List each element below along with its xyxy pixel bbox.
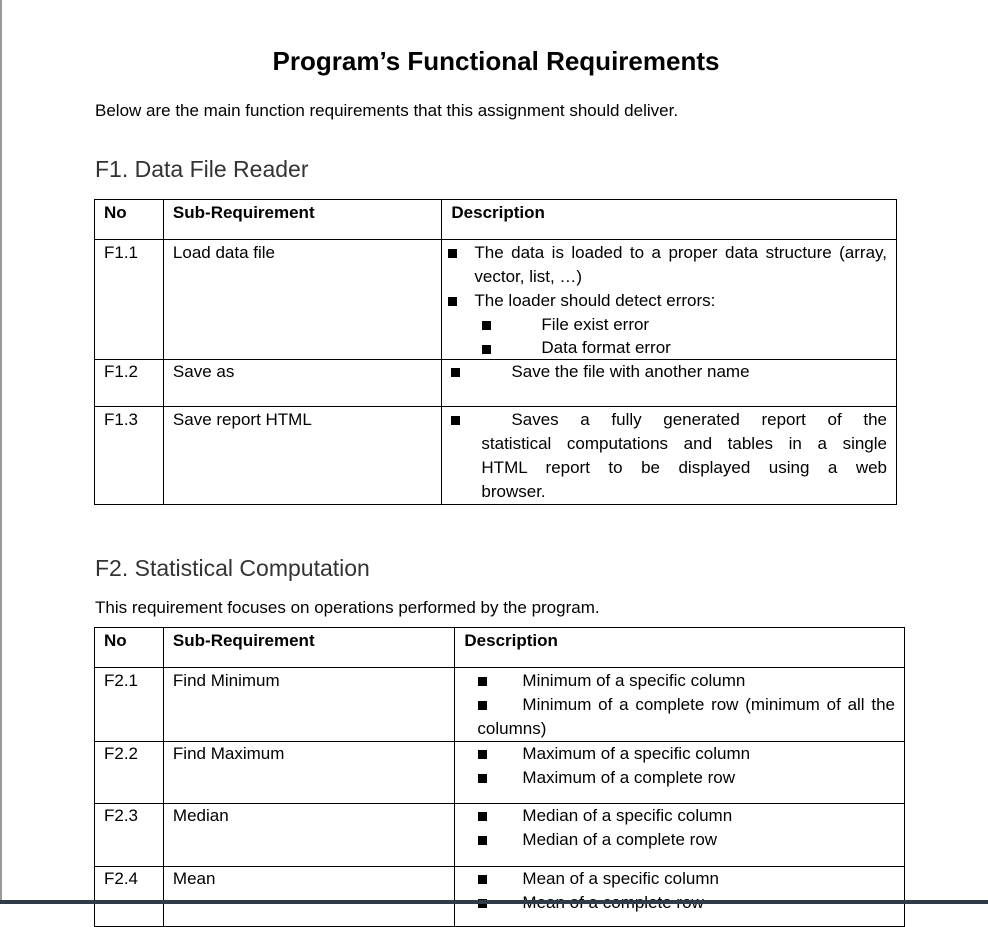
row-sub-requirement: Mean bbox=[163, 867, 454, 927]
list-item bbox=[477, 669, 895, 693]
row-description bbox=[455, 867, 905, 927]
table-row bbox=[95, 804, 905, 867]
row-sub-requirement: Find Maximum bbox=[163, 742, 454, 804]
square-bullet-icon bbox=[478, 701, 487, 710]
square-bullet-icon bbox=[448, 249, 457, 258]
row-sub-requirement: Median bbox=[163, 804, 454, 867]
table-header-row bbox=[95, 200, 897, 240]
f2-requirements-table bbox=[94, 627, 905, 927]
table-row bbox=[95, 407, 897, 505]
sub-list-item bbox=[442, 313, 887, 337]
table-header-row bbox=[95, 628, 905, 668]
section-heading-f2: F2. Statistical Computation bbox=[95, 555, 370, 581]
table-row bbox=[95, 742, 905, 804]
row-description bbox=[455, 804, 905, 867]
row-sub-requirement: Save report HTML bbox=[163, 407, 441, 505]
bullet-text: Data format error bbox=[541, 338, 671, 357]
square-bullet-icon bbox=[482, 345, 491, 354]
table-row bbox=[95, 867, 905, 927]
row-no: F2.2 bbox=[95, 742, 164, 804]
row-description bbox=[442, 360, 897, 407]
square-bullet-icon bbox=[478, 677, 487, 686]
row-sub-requirement: Load data file bbox=[163, 240, 441, 360]
list-item bbox=[477, 766, 895, 790]
square-bullet-icon bbox=[478, 836, 487, 845]
row-description bbox=[442, 407, 897, 505]
header-description: Description bbox=[442, 200, 897, 240]
bullet-text: File exist error bbox=[541, 315, 650, 334]
bullet-text: Maximum of a specific column bbox=[522, 744, 751, 763]
list-item bbox=[442, 360, 887, 384]
list-item bbox=[442, 241, 887, 289]
square-bullet-icon bbox=[451, 368, 460, 377]
section-intro-f2: This requirement focuses on operations performed by the program. bbox=[95, 598, 600, 617]
row-no: F1.3 bbox=[95, 407, 164, 505]
bullet-text: Saves a fully generated report of the statistical computations and tables in a single HTML report to be displayed using a web browser. bbox=[481, 410, 887, 501]
f1-requirements-table bbox=[94, 199, 897, 505]
header-sub-requirement: Sub-Requirement bbox=[163, 200, 441, 240]
list-item bbox=[442, 289, 887, 313]
bullet-text: Save the file with another name bbox=[511, 362, 750, 381]
window-left-border bbox=[0, 0, 2, 904]
row-no: F1.1 bbox=[95, 240, 164, 360]
square-bullet-icon bbox=[448, 297, 457, 306]
header-description: Description bbox=[455, 628, 905, 668]
list-item bbox=[477, 828, 895, 852]
row-sub-requirement: Save as bbox=[163, 360, 441, 407]
list-item bbox=[477, 693, 895, 741]
table-row bbox=[95, 668, 905, 742]
bullet-text: Maximum of a complete row bbox=[522, 768, 735, 787]
header-no: No bbox=[95, 628, 164, 668]
square-bullet-icon bbox=[482, 321, 491, 330]
bullet-text: The data is loaded to a proper data structure (array, vector, list, …) bbox=[474, 243, 887, 286]
square-bullet-icon bbox=[478, 875, 487, 884]
row-sub-requirement: Find Minimum bbox=[163, 668, 454, 742]
bullet-text: Minimum of a specific column bbox=[522, 671, 746, 690]
section-heading-f1: F1. Data File Reader bbox=[95, 156, 309, 182]
square-bullet-icon bbox=[478, 812, 487, 821]
sub-list-item bbox=[442, 337, 887, 359]
row-description bbox=[455, 668, 905, 742]
bullet-text: Mean of a specific column bbox=[522, 869, 719, 888]
row-no: F1.2 bbox=[95, 360, 164, 407]
table-row bbox=[95, 360, 897, 407]
list-item bbox=[477, 742, 895, 766]
square-bullet-icon bbox=[478, 774, 487, 783]
table-row bbox=[95, 240, 897, 360]
row-no: F2.1 bbox=[95, 668, 164, 742]
square-bullet-icon bbox=[478, 750, 487, 759]
bullet-text: Median of a specific column bbox=[522, 806, 733, 825]
row-description bbox=[442, 240, 897, 360]
intro-text: Below are the main function requirements that this assignment should deliver. bbox=[95, 101, 679, 120]
square-bullet-icon bbox=[451, 416, 460, 425]
row-no: F2.4 bbox=[95, 867, 164, 927]
bullet-text: Median of a complete row bbox=[522, 830, 718, 849]
page-title: Program’s Functional Requirements bbox=[272, 46, 720, 76]
list-item bbox=[477, 804, 895, 828]
header-no: No bbox=[95, 200, 164, 240]
bullet-text: Minimum of a complete row (minimum of all the columns) bbox=[477, 695, 895, 738]
header-sub-requirement: Sub-Requirement bbox=[163, 628, 454, 668]
bullet-text: The loader should detect errors: bbox=[474, 291, 716, 310]
list-item bbox=[477, 867, 895, 891]
row-description bbox=[455, 742, 905, 804]
viewer-bottom-bar bbox=[0, 900, 988, 904]
row-no: F2.3 bbox=[95, 804, 164, 867]
